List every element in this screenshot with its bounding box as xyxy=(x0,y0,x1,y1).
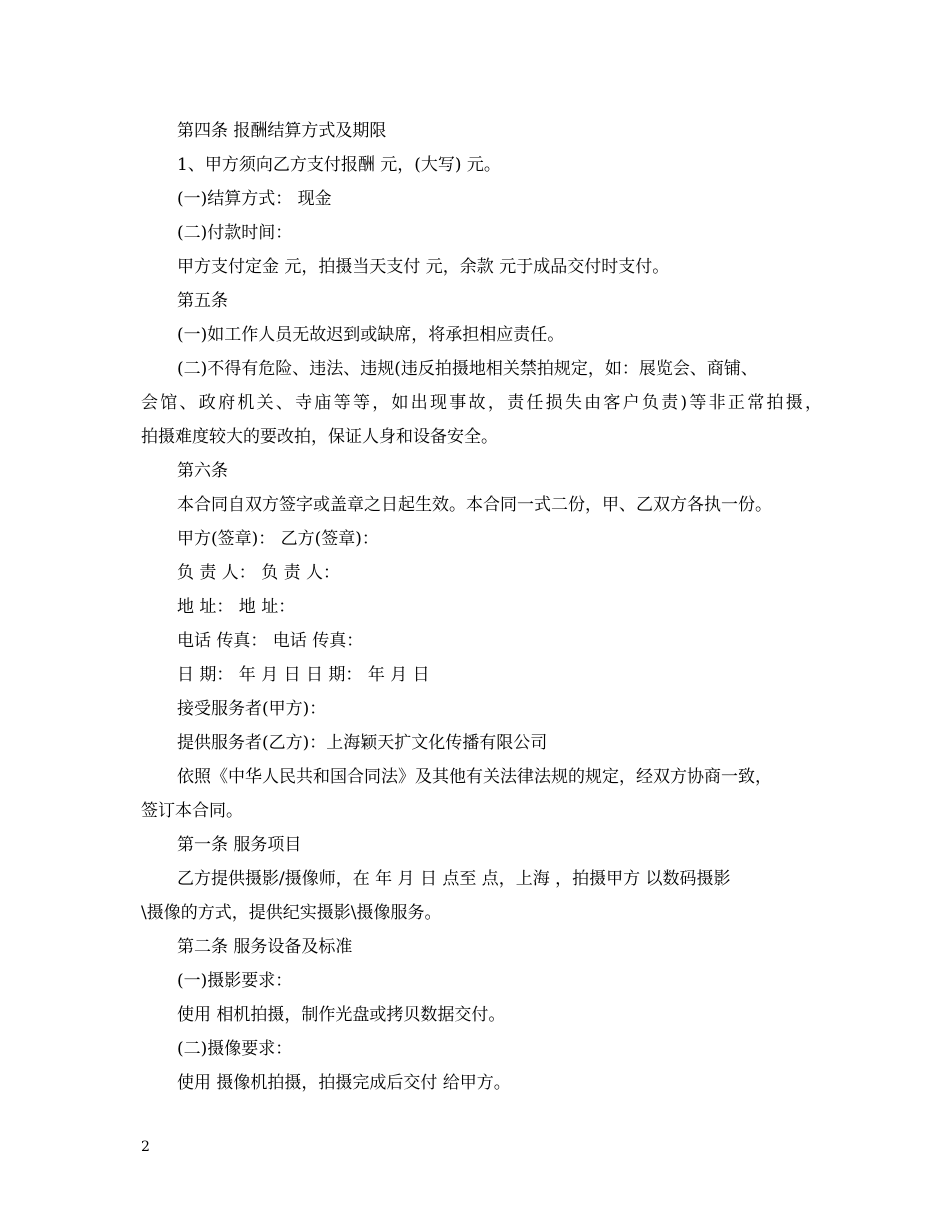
settlement-method-line: (一)结算方式： 现金 xyxy=(177,189,332,209)
service-provider-line: 提供服务者(乙方)：上海颖天扩文化传播有限公司 xyxy=(177,733,548,753)
page-number: 2 xyxy=(141,1139,150,1155)
video-requirement-heading: (二)摄像要求： xyxy=(177,1039,293,1059)
article-5-clause-1: (一)如工作人员无故迟到或缺席，将承担相应责任。 xyxy=(177,325,565,345)
responsible-person-line: 负 责 人： 负 责 人： xyxy=(177,563,341,583)
deposit-line: 甲方支付定金 元，拍摄当天支付 元，余款 元于成品交付时支付。 xyxy=(177,257,670,277)
article-5-clause-2-line-2: 会馆、政府机关、寺庙等等，如出现事故，责任损失由客户负责)等非正常拍摄， xyxy=(141,393,822,413)
payment-time-line: (二)付款时间： xyxy=(177,223,293,243)
address-line: 地 址： 地 址： xyxy=(177,597,296,617)
article-5-clause-2-line-1: (二)不得有危险、违法、违规(违反拍摄地相关禁拍规定，如：展览会、商铺、 xyxy=(177,359,758,379)
article-5-clause-2-line-3: 拍摄难度较大的要改拍，保证人身和设备安全。 xyxy=(141,427,498,447)
payment-amount-line: 1、甲方须向乙方支付报酬 元，(大写) 元。 xyxy=(177,155,501,175)
photography-requirement-heading: (一)摄影要求： xyxy=(177,971,293,991)
phone-fax-line: 电话 传真： 电话 传真： xyxy=(177,631,364,651)
article-6-heading: 第六条 xyxy=(177,461,228,481)
date-line: 日 期： 年 月 日 日 期： 年 月 日 xyxy=(177,665,430,685)
article-1-heading: 第一条 服务项目 xyxy=(177,835,302,855)
service-item-line-1: 乙方提供摄影/摄像师，在 年 月 日 点至 点，上海 ，拍摄甲方 以数码摄影 xyxy=(177,869,731,889)
signature-line: 甲方(签章)： 乙方(签章)： xyxy=(177,529,379,549)
contract-basis-line-1: 依照《中华人民共和国合同法》及其他有关法律法规的规定，经双方协商一致， xyxy=(177,767,772,787)
article-4-heading: 第四条 报酬结算方式及期限 xyxy=(177,121,387,141)
service-item-line-2: \摄像的方式，提供纪实摄影\摄像服务。 xyxy=(141,903,442,923)
effective-clause-line: 本合同自双方签字或盖章之日起生效。本合同一式二份，甲、乙双方各执一份。 xyxy=(177,495,772,515)
article-5-heading: 第五条 xyxy=(177,291,228,311)
video-requirement-line: 使用 摄像机拍摄，拍摄完成后交付 给甲方。 xyxy=(177,1073,511,1093)
photography-requirement-line: 使用 相机拍摄，制作光盘或拷贝数据交付。 xyxy=(177,1005,506,1025)
contract-basis-line-2: 签订本合同。 xyxy=(141,801,243,821)
service-receiver-line: 接受服务者(甲方)： xyxy=(177,699,327,719)
article-2-heading: 第二条 服务设备及标准 xyxy=(177,937,353,957)
